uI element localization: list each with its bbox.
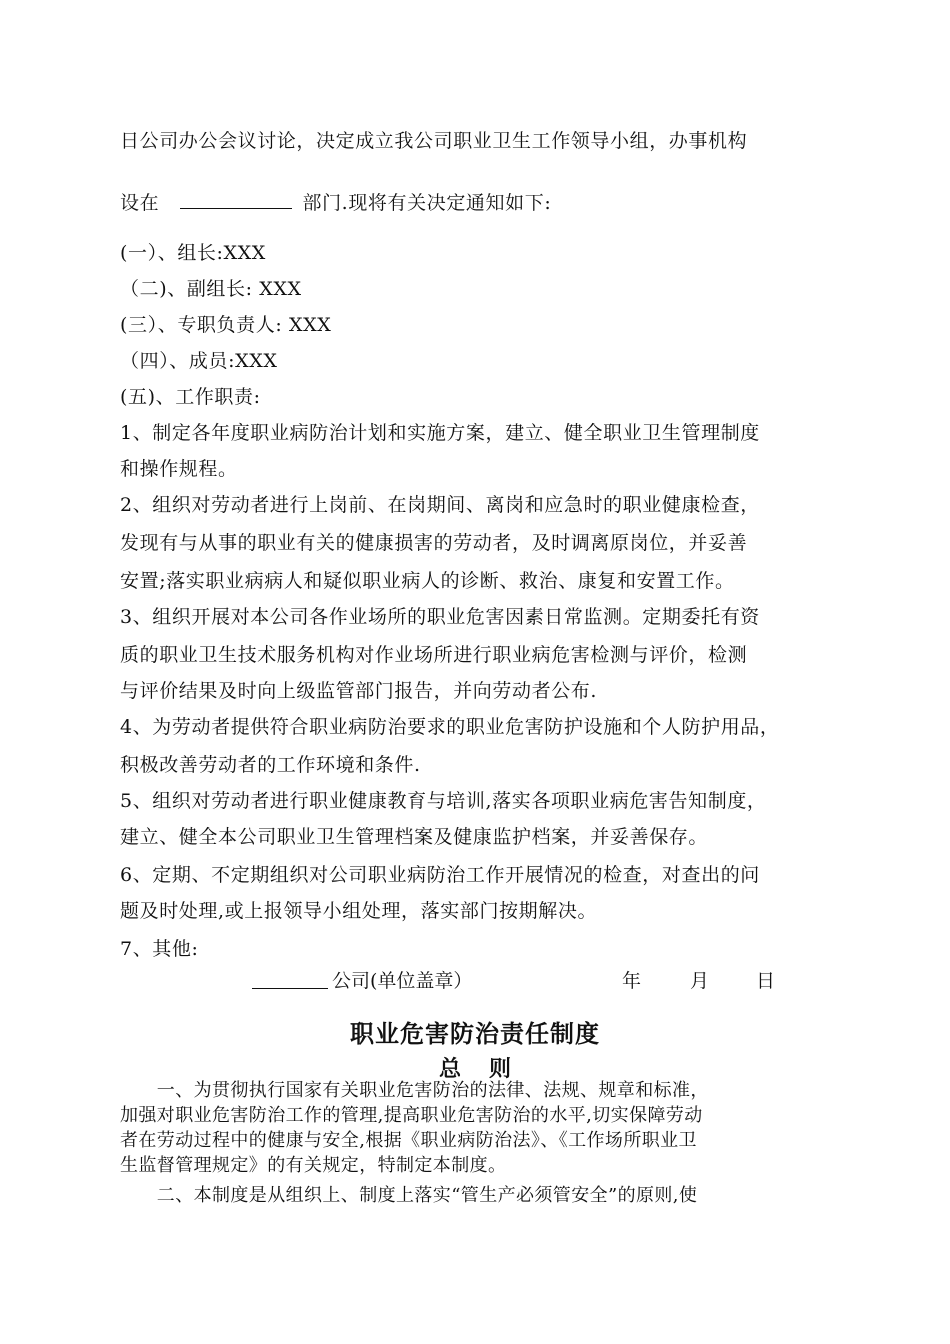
list-item: (五)、工作职责: [120,386,261,408]
list-item: （四）、成员:XXX [120,350,278,372]
list-item: （二)、副组长: XXX [120,278,302,300]
duty-line: 3、组织开展对本公司各作业场所的职业危害因素日常监测。定期委托有资 [120,606,760,628]
duty-line: 2、组织对劳动者进行上岗前、在岗期间、离岗和应急时的职业健康检查， [120,494,760,516]
duty-line: 安置;落实职业病病人和疑似职业病人的诊断、救治、康复和安置工作。 [120,570,735,592]
list-item: (三）、专职负责人: XXX [120,314,332,336]
date-year-label: 年 [622,970,642,992]
paragraph-line: 一、为贯彻执行国家有关职业危害防治的法律、法规、规章和标准， [120,1080,709,1101]
duty-line: 和操作规程。 [120,458,238,480]
duty-line: 题及时处理,或上报领导小组处理，落实部门按期解决。 [120,900,598,922]
section-title: 职业危害防治责任制度 [350,1020,600,1048]
duty-line: 建立、健全本公司职业卫生管理档案及健康监护档案，并妥善保存。 [120,826,709,848]
date-month-label: 月 [690,970,710,992]
paragraph-line: 者在劳动过程中的健康与安全,根据《职业病防治法》、《工作场所职业卫 [120,1130,697,1151]
fill-in-blank [180,190,292,209]
duty-line: 1、制定各年度职业病防治计划和实施方案，建立、健全职业卫生管理制度 [120,422,760,444]
company-name-blank [252,970,328,989]
paragraph-line: 日公司办公会议讨论，决定成立我公司职业卫生工作领导小组，办事机构 [120,130,748,152]
duty-line: 6、定期、不定期组织对公司职业病防治工作开展情况的检查，对查出的问 [120,864,760,886]
paragraph-line: 二、本制度是从组织上、制度上落实“管生产必须管安全”的原则,使 [120,1185,698,1206]
duty-line: 发现有与从事的职业有关的健康损害的劳动者，及时调离原岗位，并妥善 [120,532,748,554]
duty-line: 积极改善劳动者的工作环境和条件. [120,754,421,776]
duty-line: 7、其他: [120,938,199,960]
text-segment: 设在 [120,192,160,214]
paragraph-line-with-blank [120,188,551,215]
list-item: (一）、组长:XXX [120,242,266,264]
duty-line: 5、组织对劳动者进行职业健康教育与培训,落实各项职业病危害告知制度， [120,790,767,812]
duty-line: 与评价结果及时向上级监管部门报告，并向劳动者公布. [120,680,598,702]
company-seal-label: 公司(单位盖章） [332,970,473,992]
date-day-label: 日 [756,970,776,992]
duty-line: 4、为劳动者提供符合职业病防治要求的职业危害防护设施和个人防护用品， [120,716,780,738]
duty-line: 质的职业卫生技术服务机构对作业场所进行职业病危害检测与评价，检测 [120,644,748,666]
paragraph-line: 生监督管理规定》的有关规定，特制定本制度。 [120,1155,507,1176]
paragraph-line: 加强对职业危害防治工作的管理,提高职业危害防治的水平,切实保障劳动 [120,1105,703,1126]
section-subtitle: 总则 [438,1057,539,1082]
text-segment: 部门.现将有关决定通知如下: [302,192,552,214]
